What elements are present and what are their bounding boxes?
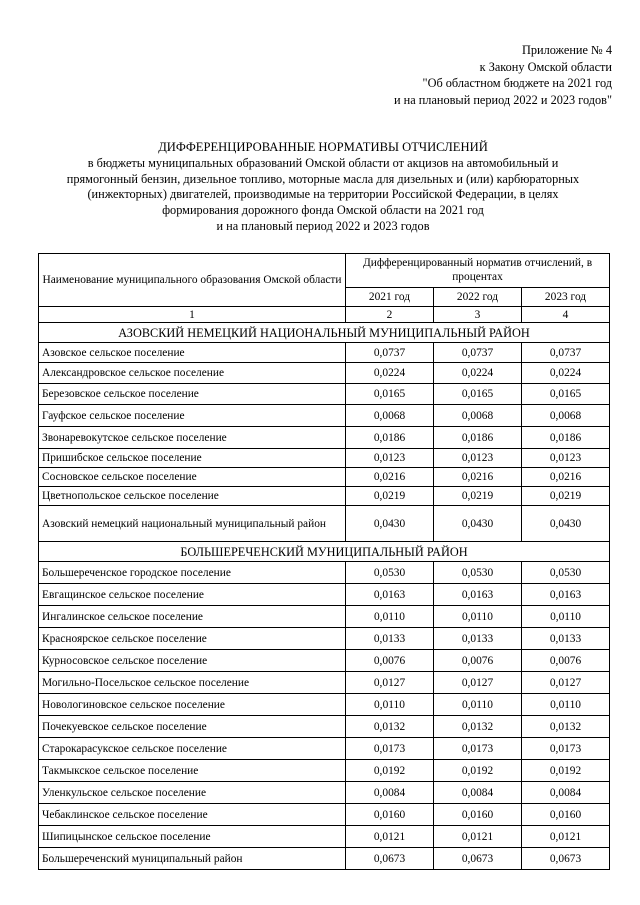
table-row	[39, 562, 610, 584]
appendix-line: Приложение № 4	[521, 43, 612, 57]
value-2022: 0,0110	[434, 606, 522, 628]
value-2023: 0,0186	[522, 427, 610, 449]
value-2022: 0,0133	[434, 628, 522, 650]
column-number: 3	[434, 307, 522, 323]
row-name: Евгащинское сельское поселение	[39, 584, 346, 606]
value-2022: 0,0110	[434, 694, 522, 716]
value-2021: 0,0673	[346, 848, 434, 870]
value-2021: 0,0224	[346, 363, 434, 384]
table-row	[39, 468, 610, 487]
value-2022: 0,0084	[434, 782, 522, 804]
table-row	[39, 343, 610, 363]
table-row	[39, 694, 610, 716]
row-name: Старокарасукское сельское поселение	[39, 738, 346, 760]
norms-table	[38, 253, 610, 870]
row-name: Такмыкское сельское поселение	[39, 760, 346, 782]
column-numbers-row	[39, 307, 610, 323]
table-row	[39, 716, 610, 738]
value-2021: 0,0068	[346, 405, 434, 427]
value-2023: 0,0430	[522, 506, 610, 542]
section-header-row	[39, 323, 610, 343]
row-name: Ингалинское сельское поселение	[39, 606, 346, 628]
value-2022: 0,0430	[434, 506, 522, 542]
value-2022: 0,0673	[434, 848, 522, 870]
value-2023: 0,0110	[522, 606, 610, 628]
value-2021: 0,0133	[346, 628, 434, 650]
value-2021: 0,0219	[346, 487, 434, 506]
row-name: Почекуевское сельское поселение	[39, 716, 346, 738]
row-name: Могильно-Посельское сельское поселение	[39, 672, 346, 694]
value-2023: 0,0110	[522, 694, 610, 716]
row-name: Чебаклинское сельское поселение	[39, 804, 346, 826]
value-2021: 0,0110	[346, 606, 434, 628]
value-2022: 0,0076	[434, 650, 522, 672]
value-2022: 0,0068	[434, 405, 522, 427]
appendix-line: и на плановый период 2022 и 2023 годов"	[393, 92, 612, 107]
title-line: прямогонный бензин, дизельное топливо, моторные масла для дизельных и (или) карбюраторных	[66, 171, 580, 186]
value-2023: 0,0216	[522, 468, 610, 487]
value-2023: 0,0123	[522, 449, 610, 468]
appendix-line: "Об областном бюджете на 2021 год	[422, 76, 612, 90]
table-row	[39, 606, 610, 628]
value-2022: 0,0165	[434, 384, 522, 405]
value-2021: 0,0530	[346, 562, 434, 584]
table-row	[39, 487, 610, 506]
table-row	[39, 826, 610, 848]
table-row	[39, 738, 610, 760]
table-row	[39, 384, 610, 405]
row-name: Красноярское сельское поселение	[39, 628, 346, 650]
value-2022: 0,0127	[434, 672, 522, 694]
value-2023: 0,0173	[522, 738, 610, 760]
section-title: БОЛЬШЕРЕЧЕНСКИЙ МУНИЦИПАЛЬНЫЙ РАЙОН	[39, 542, 610, 562]
row-name: Большереченский муниципальный район	[39, 848, 346, 870]
row-name: Сосновское сельское поселение	[39, 468, 346, 487]
value-2022: 0,0121	[434, 826, 522, 848]
value-2021: 0,0123	[346, 449, 434, 468]
value-2021: 0,0076	[346, 650, 434, 672]
table-row	[39, 782, 610, 804]
value-2023: 0,0133	[522, 628, 610, 650]
value-2022: 0,0160	[434, 804, 522, 826]
row-name: Курносовское сельское поселение	[39, 650, 346, 672]
row-name: Пришибское сельское поселение	[39, 449, 346, 468]
row-name: Азовский немецкий национальный муниципальный район	[39, 506, 346, 542]
title-line: и на плановый период 2022 и 2023 годов	[216, 218, 430, 233]
value-2021: 0,0110	[346, 694, 434, 716]
table-row	[39, 804, 610, 826]
value-2021: 0,0165	[346, 384, 434, 405]
value-2023: 0,0673	[522, 848, 610, 870]
value-2022: 0,0132	[434, 716, 522, 738]
document-title	[40, 140, 606, 235]
title-line: (инжекторных) двигателей, производимые на территории Российской Федерации, в целях	[87, 187, 559, 202]
value-2023: 0,0084	[522, 782, 610, 804]
table-row	[39, 672, 610, 694]
value-2022: 0,0186	[434, 427, 522, 449]
value-2021: 0,0132	[346, 716, 434, 738]
table-row	[39, 427, 610, 449]
value-2023: 0,0530	[522, 562, 610, 584]
row-name: Гауфское сельское поселение	[39, 405, 346, 427]
value-2021: 0,0186	[346, 427, 434, 449]
row-name: Звонаревокутское сельское поселение	[39, 427, 346, 449]
value-2023: 0,0737	[522, 343, 610, 363]
header-year-2022: 2022 год	[434, 288, 522, 307]
appendix-line: к Закону Омской области	[479, 59, 612, 74]
row-name: Уленкульское сельское поселение	[39, 782, 346, 804]
value-2023: 0,0127	[522, 672, 610, 694]
table-body	[39, 323, 610, 870]
table-row	[39, 628, 610, 650]
title-main: ДИФФЕРЕНЦИРОВАННЫЕ НОРМАТИВЫ ОТЧИСЛЕНИЙ	[158, 140, 488, 154]
column-number: 4	[522, 307, 610, 323]
table-row	[39, 405, 610, 427]
column-number: 1	[39, 307, 346, 323]
value-2021: 0,0737	[346, 343, 434, 363]
table-row	[39, 760, 610, 782]
value-2021: 0,0430	[346, 506, 434, 542]
value-2023: 0,0224	[522, 363, 610, 384]
appendix-note	[394, 42, 612, 108]
header-name-cell: Наименование муниципального образования Омской области	[39, 254, 346, 307]
section-header-row	[39, 542, 610, 562]
value-2021: 0,0121	[346, 826, 434, 848]
value-2023: 0,0219	[522, 487, 610, 506]
value-2022: 0,0216	[434, 468, 522, 487]
value-2023: 0,0165	[522, 384, 610, 405]
value-2023: 0,0160	[522, 804, 610, 826]
value-2022: 0,0173	[434, 738, 522, 760]
value-2021: 0,0127	[346, 672, 434, 694]
section-title: АЗОВСКИЙ НЕМЕЦКИЙ НАЦИОНАЛЬНЫЙ МУНИЦИПАЛЬНЫЙ РАЙОН	[39, 323, 610, 343]
row-name: Цветнопольское сельское поселение	[39, 487, 346, 506]
value-2021: 0,0216	[346, 468, 434, 487]
table-row	[39, 363, 610, 384]
value-2021: 0,0192	[346, 760, 434, 782]
value-2023: 0,0132	[522, 716, 610, 738]
value-2021: 0,0173	[346, 738, 434, 760]
value-2022: 0,0192	[434, 760, 522, 782]
table-row	[39, 584, 610, 606]
row-name: Березовское сельское поселение	[39, 384, 346, 405]
table-row	[39, 449, 610, 468]
value-2023: 0,0068	[522, 405, 610, 427]
value-2021: 0,0084	[346, 782, 434, 804]
value-2022: 0,0219	[434, 487, 522, 506]
value-2023: 0,0163	[522, 584, 610, 606]
table-row-total	[39, 848, 610, 870]
value-2021: 0,0163	[346, 584, 434, 606]
value-2022: 0,0163	[434, 584, 522, 606]
header-year-2021: 2021 год	[346, 288, 434, 307]
value-2023: 0,0076	[522, 650, 610, 672]
value-2023: 0,0121	[522, 826, 610, 848]
row-name: Большереченское городское поселение	[39, 562, 346, 584]
title-line: в бюджеты муниципальных образований Омской области от акцизов на автомобильный и	[87, 155, 559, 170]
row-name: Азовское сельское поселение	[39, 343, 346, 363]
row-name: Шипицынское сельское поселение	[39, 826, 346, 848]
value-2022: 0,0530	[434, 562, 522, 584]
table-row-total	[39, 506, 610, 542]
header-group-cell: Дифференцированный норматив отчислений, в процентах	[346, 254, 610, 288]
value-2022: 0,0123	[434, 449, 522, 468]
value-2022: 0,0224	[434, 363, 522, 384]
value-2021: 0,0160	[346, 804, 434, 826]
column-number: 2	[346, 307, 434, 323]
title-line: формирования дорожного фонда Омской области на 2021 год	[162, 203, 484, 218]
value-2023: 0,0192	[522, 760, 610, 782]
value-2022: 0,0737	[434, 343, 522, 363]
table-row	[39, 650, 610, 672]
header-year-2023: 2023 год	[522, 288, 610, 307]
row-name: Александровское сельское поселение	[39, 363, 346, 384]
row-name: Новологиновское сельское поселение	[39, 694, 346, 716]
